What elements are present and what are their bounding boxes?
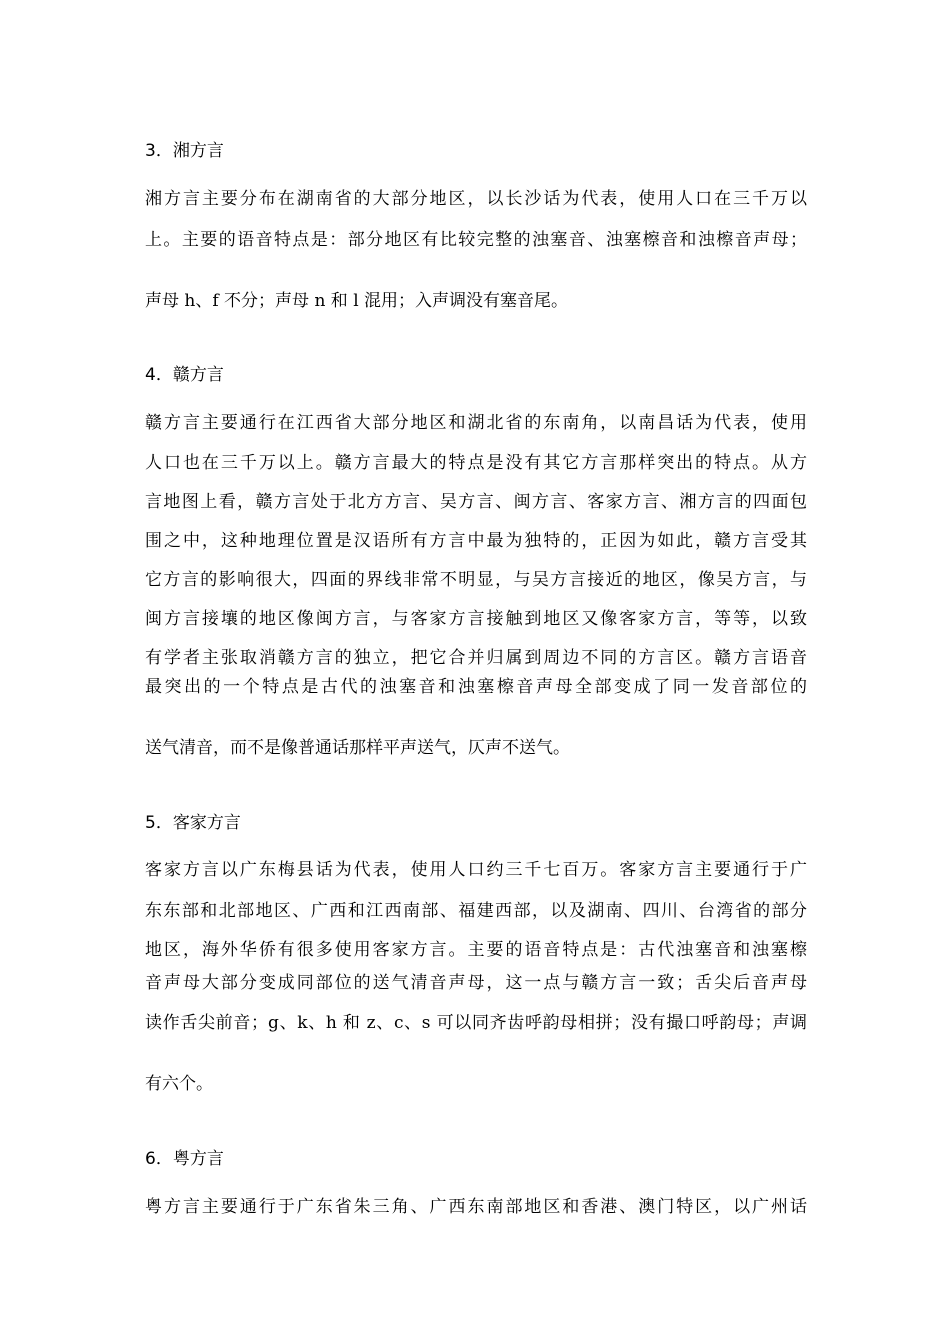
paragraph-line: 它方言的影响很大，四面的界线非常不明显，与吴方言接近的地区，像吴方言，与 [145, 570, 807, 590]
paragraph-line: 上。主要的语音特点是：部分地区有比较完整的浊塞音、浊塞檫音和浊檫音声母； [145, 230, 807, 250]
paragraph-line: 闽方言接壤的地区像闽方言，与客家方言接触到地区又像客家方言，等等，以致 [145, 609, 807, 629]
paragraph-line: 围之中，这种地理位置是汉语所有方言中最为独特的，正因为如此，赣方言受其 [145, 531, 807, 551]
section-heading-yue: 6．粤方言 [145, 1149, 224, 1169]
paragraph-line: 送气清音，而不是像普通话那样平声送气，仄声不送气。 [145, 738, 570, 758]
section-heading-gan: 4．赣方言 [145, 365, 224, 385]
paragraph-line: 赣方言主要通行在江西省大部分地区和湖北省的东南角，以南昌话为代表，使用 [145, 413, 807, 433]
paragraph-line: 有学者主张取消赣方言的独立，把它合并归属到周边不同的方言区。赣方言语音 [145, 648, 807, 668]
paragraph-line: 东东部和北部地区、广西和江西南部、福建西部，以及湖南、四川、台湾省的部分 [145, 901, 807, 921]
paragraph-line: 音声母大部分变成同部位的送气清音声母，这一点与赣方言一致；舌尖后音声母 [145, 973, 807, 993]
paragraph-line: 声母 h、f 不分；声母 n 和 l 混用；入声调没有塞音尾。 [145, 291, 569, 311]
paragraph-line: 地区，海外华侨有很多使用客家方言。主要的语音特点是：古代浊塞音和浊塞檫 [145, 940, 807, 960]
paragraph-line: 客家方言以广东梅县话为代表，使用人口约三千七百万。客家方言主要通行于广 [145, 860, 807, 880]
paragraph-line: 读作舌尖前音；g、k、h 和 z、c、s 可以同齐齿呼韵母相拼；没有撮口呼韵母；声调 [145, 1013, 807, 1033]
paragraph-line: 湘方言主要分布在湖南省的大部分地区，以长沙话为代表，使用人口在三千万以 [145, 189, 807, 209]
paragraph-line: 言地图上看，赣方言处于北方方言、吴方言、闽方言、客家方言、湘方言的四面包 [145, 492, 807, 512]
paragraph-line: 粤方言主要通行于广东省朱三角、广西东南部地区和香港、澳门特区，以广州话 [145, 1197, 807, 1217]
section-heading-hakka: 5．客家方言 [145, 813, 241, 833]
paragraph-line: 最突出的一个特点是古代的浊塞音和浊塞檫音声母全部变成了同一发音部位的 [145, 677, 807, 697]
paragraph-line: 人口也在三千万以上。赣方言最大的特点是没有其它方言那样突出的特点。从方 [145, 453, 807, 473]
paragraph-line: 有六个。 [145, 1074, 213, 1094]
section-heading-xiang: 3．湘方言 [145, 141, 224, 161]
